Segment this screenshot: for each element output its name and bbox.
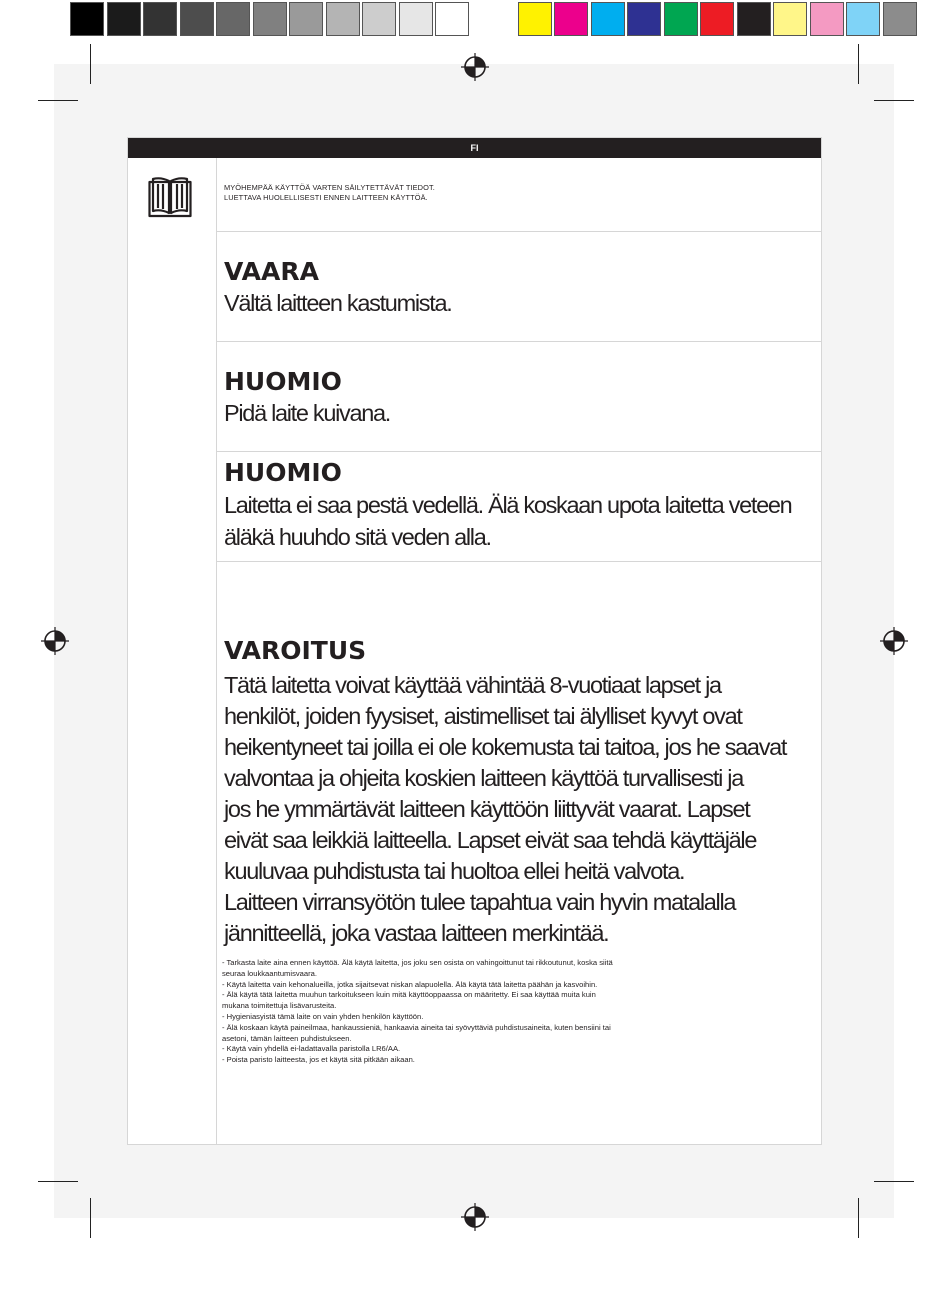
storage-note-row xyxy=(216,158,821,232)
color-swatch xyxy=(554,2,588,36)
storage-note-line: LUETTAVA HUOLELLISESTI ENNEN LAITTEEN KÄYTTÖÄ. xyxy=(224,193,428,202)
color-swatch xyxy=(362,2,396,36)
crop-mark xyxy=(874,1181,914,1182)
crop-mark xyxy=(90,44,91,84)
section-heading: HUOMIO xyxy=(224,458,342,487)
color-swatch xyxy=(180,2,214,36)
color-swatch xyxy=(435,2,469,36)
section-heading: VAROITUS xyxy=(224,636,367,665)
section-text-line: jännitteellä, joka vastaa laitteen merkintää. xyxy=(224,920,609,946)
instruction-line: - Poista paristo laitteesta, jos et käytä sitä pitkään aikaan. xyxy=(222,1055,415,1065)
registration-target-icon xyxy=(880,627,908,655)
color-swatch xyxy=(627,2,661,36)
open-book-icon xyxy=(148,176,192,218)
document-page xyxy=(127,137,822,1145)
crop-mark xyxy=(858,1198,859,1238)
instruction-line: - Tarkasta laite aina ennen käyttöä. Älä käytä laitetta, jos joku sen osista on vahingoittunut tai rikkoutunut, koska siitä xyxy=(222,958,613,967)
instruction-line: - Käytä vain yhdellä ei-ladattavalla paristolla LR6/AA. xyxy=(222,1044,401,1054)
color-swatch xyxy=(70,2,104,36)
section-text-line: henkilöt, joiden fyysiset, aistimelliset tai älylliset kyvyt ovat xyxy=(224,703,742,729)
instruction-line: mukana toimitettuja lisävarusteita. xyxy=(222,1001,337,1011)
color-swatch xyxy=(846,2,880,36)
section-text-line: äläkä huuhdo sitä veden alla. xyxy=(224,524,491,550)
crop-mark xyxy=(858,44,859,84)
color-swatch xyxy=(773,2,807,36)
registration-target-icon xyxy=(41,627,69,655)
crop-mark xyxy=(874,100,914,101)
registration-target-icon xyxy=(461,53,489,81)
section-text-line: kuuluvaa puhdistusta tai huoltoa ellei heitä valvota. xyxy=(224,858,685,884)
section-text-line: heikentyneet tai joilla ei ole kokemusta tai taitoa, jos he saavat xyxy=(224,734,787,760)
instruction-line: - Älä käytä tätä laitetta muuhun tarkoitukseen kuin mitä käyttöoppaassa on määritetty. Ei saa käyttää muita kuin xyxy=(222,990,596,1000)
safety-instructions-list xyxy=(222,958,782,1066)
section-text-line: Tätä laitetta voivat käyttää vähintää 8-vuotiaat lapset ja xyxy=(224,672,721,698)
section-text-line: jos he ymmärtävät laitteen käyttöön liittyvät vaarat. Lapset xyxy=(224,796,750,822)
color-swatch xyxy=(591,2,625,36)
section-text-line: eivät saa leikkiä laitteella. Lapset eivät saa tehdä käyttäjäle xyxy=(224,827,757,853)
color-swatch xyxy=(216,2,250,36)
color-swatch xyxy=(700,2,734,36)
section-heading: HUOMIO xyxy=(224,367,342,396)
crop-mark xyxy=(38,1181,78,1182)
color-swatch xyxy=(399,2,433,36)
crop-mark xyxy=(90,1198,91,1238)
section-text-line: Vältä laitteen kastumista. xyxy=(224,290,452,316)
color-swatch xyxy=(810,2,844,36)
crop-mark xyxy=(38,100,78,101)
caution-section xyxy=(216,452,821,562)
instruction-line: - Käytä laitetta vain kehonalueilla, jotka sijaitsevat niskan alapuolella. Älä käytä tätä laitetta päähän ja kasvoihin. xyxy=(222,979,598,989)
color-calibration-bar xyxy=(70,2,880,38)
section-text-line: Pidä laite kuivana. xyxy=(224,400,391,426)
color-swatch xyxy=(289,2,323,36)
instruction-line: seuraa loukkaantumisvaara. xyxy=(222,968,317,978)
storage-note xyxy=(224,183,435,203)
color-swatch xyxy=(143,2,177,36)
color-swatch xyxy=(664,2,698,36)
color-swatch xyxy=(326,2,360,36)
section-heading: VAARA xyxy=(224,257,319,286)
caution-section xyxy=(216,342,821,452)
icon-column xyxy=(128,158,217,1144)
instruction-line: asetoni, tämän laitteen puhdistukseen. xyxy=(222,1033,352,1043)
storage-note-line: MYÖHEMPÄÄ KÄYTTÖÄ VARTEN SÄILYTETTÄVÄT TIEDOT. xyxy=(224,183,435,192)
instruction-line: - Hygieniasyistä tämä laite on vain yhden henkilön käyttöön. xyxy=(222,1011,424,1021)
color-swatch xyxy=(107,2,141,36)
color-swatch xyxy=(737,2,771,36)
danger-section xyxy=(216,232,821,342)
section-text-line: Laitteen virransyötön tulee tapahtua vain hyvin matalalla xyxy=(224,889,736,915)
section-text-line: valvontaa ja ohjeita koskien laitteen käyttöä turvallisesti ja xyxy=(224,765,743,791)
section-text-line: Laitetta ei saa pestä vedellä. Älä koskaan upota laitetta veteen xyxy=(224,492,792,518)
language-header: FI xyxy=(128,138,821,158)
instruction-line: - Älä koskaan käytä paineilmaa, hankaussieniä, hankaavia aineita tai syövyttäviä puhdistusaineita, kuten bensiini tai xyxy=(222,1022,611,1032)
color-swatch xyxy=(253,2,287,36)
registration-target-icon xyxy=(461,1203,489,1231)
color-swatch xyxy=(883,2,917,36)
color-swatch xyxy=(518,2,552,36)
